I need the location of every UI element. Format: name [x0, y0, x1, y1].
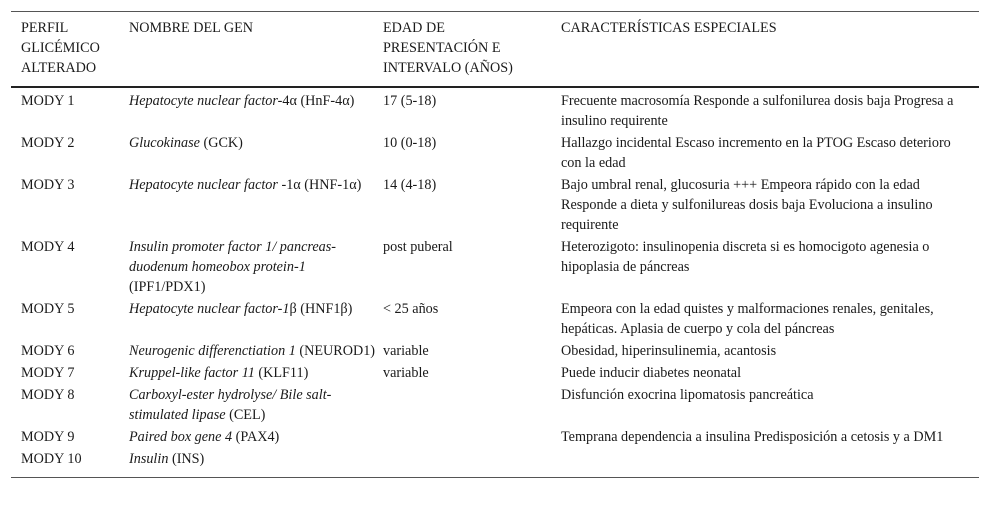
cell-perfil: MODY 2: [21, 135, 75, 151]
gen-abbrev: (NEUROD1): [295, 343, 376, 359]
cell-perfil: MODY 7: [21, 365, 75, 381]
header-edad: [383, 18, 561, 78]
gen-abbrev: (INS): [168, 451, 205, 467]
cell-edad: 14 (4-18): [383, 177, 437, 193]
table-row: [11, 91, 979, 133]
table-row: [11, 341, 979, 363]
cell-edad: [383, 427, 561, 447]
header-perfil-text: PERFIL GLICÉMICO ALTERADO: [21, 20, 100, 76]
cell-gen: [129, 175, 383, 235]
table-row: [11, 175, 979, 237]
cell-caracteristicas: Temprana dependencia a insulina Predisposición a cetosis y a DM1: [561, 429, 944, 445]
gen-name-italic: Paired box gene 4: [129, 429, 233, 445]
cell-caracteristicas: Heterozigoto: insulinopenia discreta si es homocigoto agenesia o hipoplasia de páncreas: [561, 239, 930, 275]
cell-perfil: MODY 4: [21, 239, 75, 255]
cell-edad: variable: [383, 365, 429, 381]
gen-abbrev: β (HNF1β): [289, 301, 353, 317]
cell-perfil: MODY 5: [21, 301, 75, 317]
header-perfil: [11, 18, 129, 78]
cell-edad: variable: [383, 343, 429, 359]
cell-edad: < 25 años: [383, 301, 439, 317]
cell-caracteristicas: Bajo umbral renal, glucosuria +++ Empeora rápido con la edad Responde a dieta y sulfonilureas dosis baja Evoluciona a insulino requirente: [561, 177, 933, 233]
cell-edad: post puberal: [383, 239, 453, 255]
gen-abbrev: (KLF11): [254, 365, 309, 381]
cell-caracteristicas: Frecuente macrosomía Responde a sulfonilurea dosis baja Progresa a insulino requirente: [561, 93, 954, 129]
cell-edad: [383, 385, 561, 425]
cell-perfil: MODY 3: [21, 177, 75, 193]
cell-gen: [129, 449, 383, 469]
cell-caracteristicas: Hallazgo incidental Escaso incremento en la PTOG Escaso deterioro con la edad: [561, 135, 951, 171]
gen-name-italic: Glucokinase: [129, 135, 200, 151]
cell-caracteristicas: Obesidad, hiperinsulinemia, acantosis: [561, 343, 777, 359]
table-bottom-rule: [11, 477, 979, 478]
gen-abbrev: 4α (HnF-4α): [282, 93, 355, 109]
cell-gen: [129, 363, 383, 383]
table-row: [11, 133, 979, 175]
gen-abbrev: -1α (HNF-1α): [277, 177, 362, 193]
gen-name-italic: Neurogenic differenctiation 1: [129, 343, 296, 359]
table-row: [11, 237, 979, 299]
header-edad-text: EDAD DE PRESENTACIÓN E INTERVALO (AÑOS): [383, 20, 513, 76]
table-row: [11, 299, 979, 341]
gen-abbrev: (GCK): [199, 135, 243, 151]
cell-edad: 17 (5-18): [383, 93, 437, 109]
gen-name-italic: Hepatocyte nuclear factor-1: [129, 301, 290, 317]
header-gen: NOMBRE DEL GEN: [129, 20, 254, 36]
cell-caracteristicas: [561, 449, 969, 469]
cell-caracteristicas: Disfunción exocrina lipomatosis pancreática: [561, 387, 814, 403]
gen-name-italic: Kruppel-like factor 11: [129, 365, 255, 381]
cell-edad: [383, 449, 561, 469]
cell-perfil: MODY 6: [21, 343, 75, 359]
table-row: [11, 449, 979, 471]
cell-perfil: MODY 9: [21, 429, 75, 445]
table-row: [11, 385, 979, 427]
gen-name-italic: Insulin promoter factor 1/ pancreas-duodenum homeobox protein-1: [129, 239, 337, 275]
cell-gen: [129, 237, 383, 297]
gen-name-italic: Insulin: [129, 451, 169, 467]
gen-name-italic: Carboxyl-ester hydrolyse/ Bile salt-stimulated lipase: [129, 387, 332, 423]
table-row: [11, 427, 979, 449]
header-caracteristicas: CARACTERÍSTICAS ESPECIALES: [561, 20, 777, 36]
gen-abbrev: (CEL): [225, 407, 266, 423]
table-body: [11, 88, 979, 477]
cell-perfil: MODY 8: [21, 387, 75, 403]
cell-gen: [129, 299, 383, 339]
cell-perfil: MODY 10: [21, 451, 82, 467]
table-row: [11, 363, 979, 385]
cell-gen: [129, 427, 383, 447]
table-header-row: [11, 12, 979, 86]
gen-name-italic: Hepatocyte nuclear factor-: [129, 93, 283, 109]
gen-abbrev: (PAX4): [232, 429, 280, 445]
cell-gen: [129, 91, 383, 131]
gen-abbrev: (IPF1/PDX1): [129, 279, 206, 295]
cell-gen: [129, 341, 383, 361]
cell-caracteristicas: Empeora con la edad quistes y malformaciones renales, genitales, hepáticas. Aplasia de cuerpo y cola del páncreas: [561, 301, 934, 337]
cell-gen: [129, 133, 383, 173]
gen-name-italic: Hepatocyte nuclear factor: [129, 177, 278, 193]
cell-caracteristicas: Puede inducir diabetes neonatal: [561, 365, 742, 381]
cell-edad: 10 (0-18): [383, 135, 437, 151]
mody-table: [11, 11, 979, 478]
cell-perfil: MODY 1: [21, 93, 75, 109]
cell-gen: [129, 385, 383, 425]
